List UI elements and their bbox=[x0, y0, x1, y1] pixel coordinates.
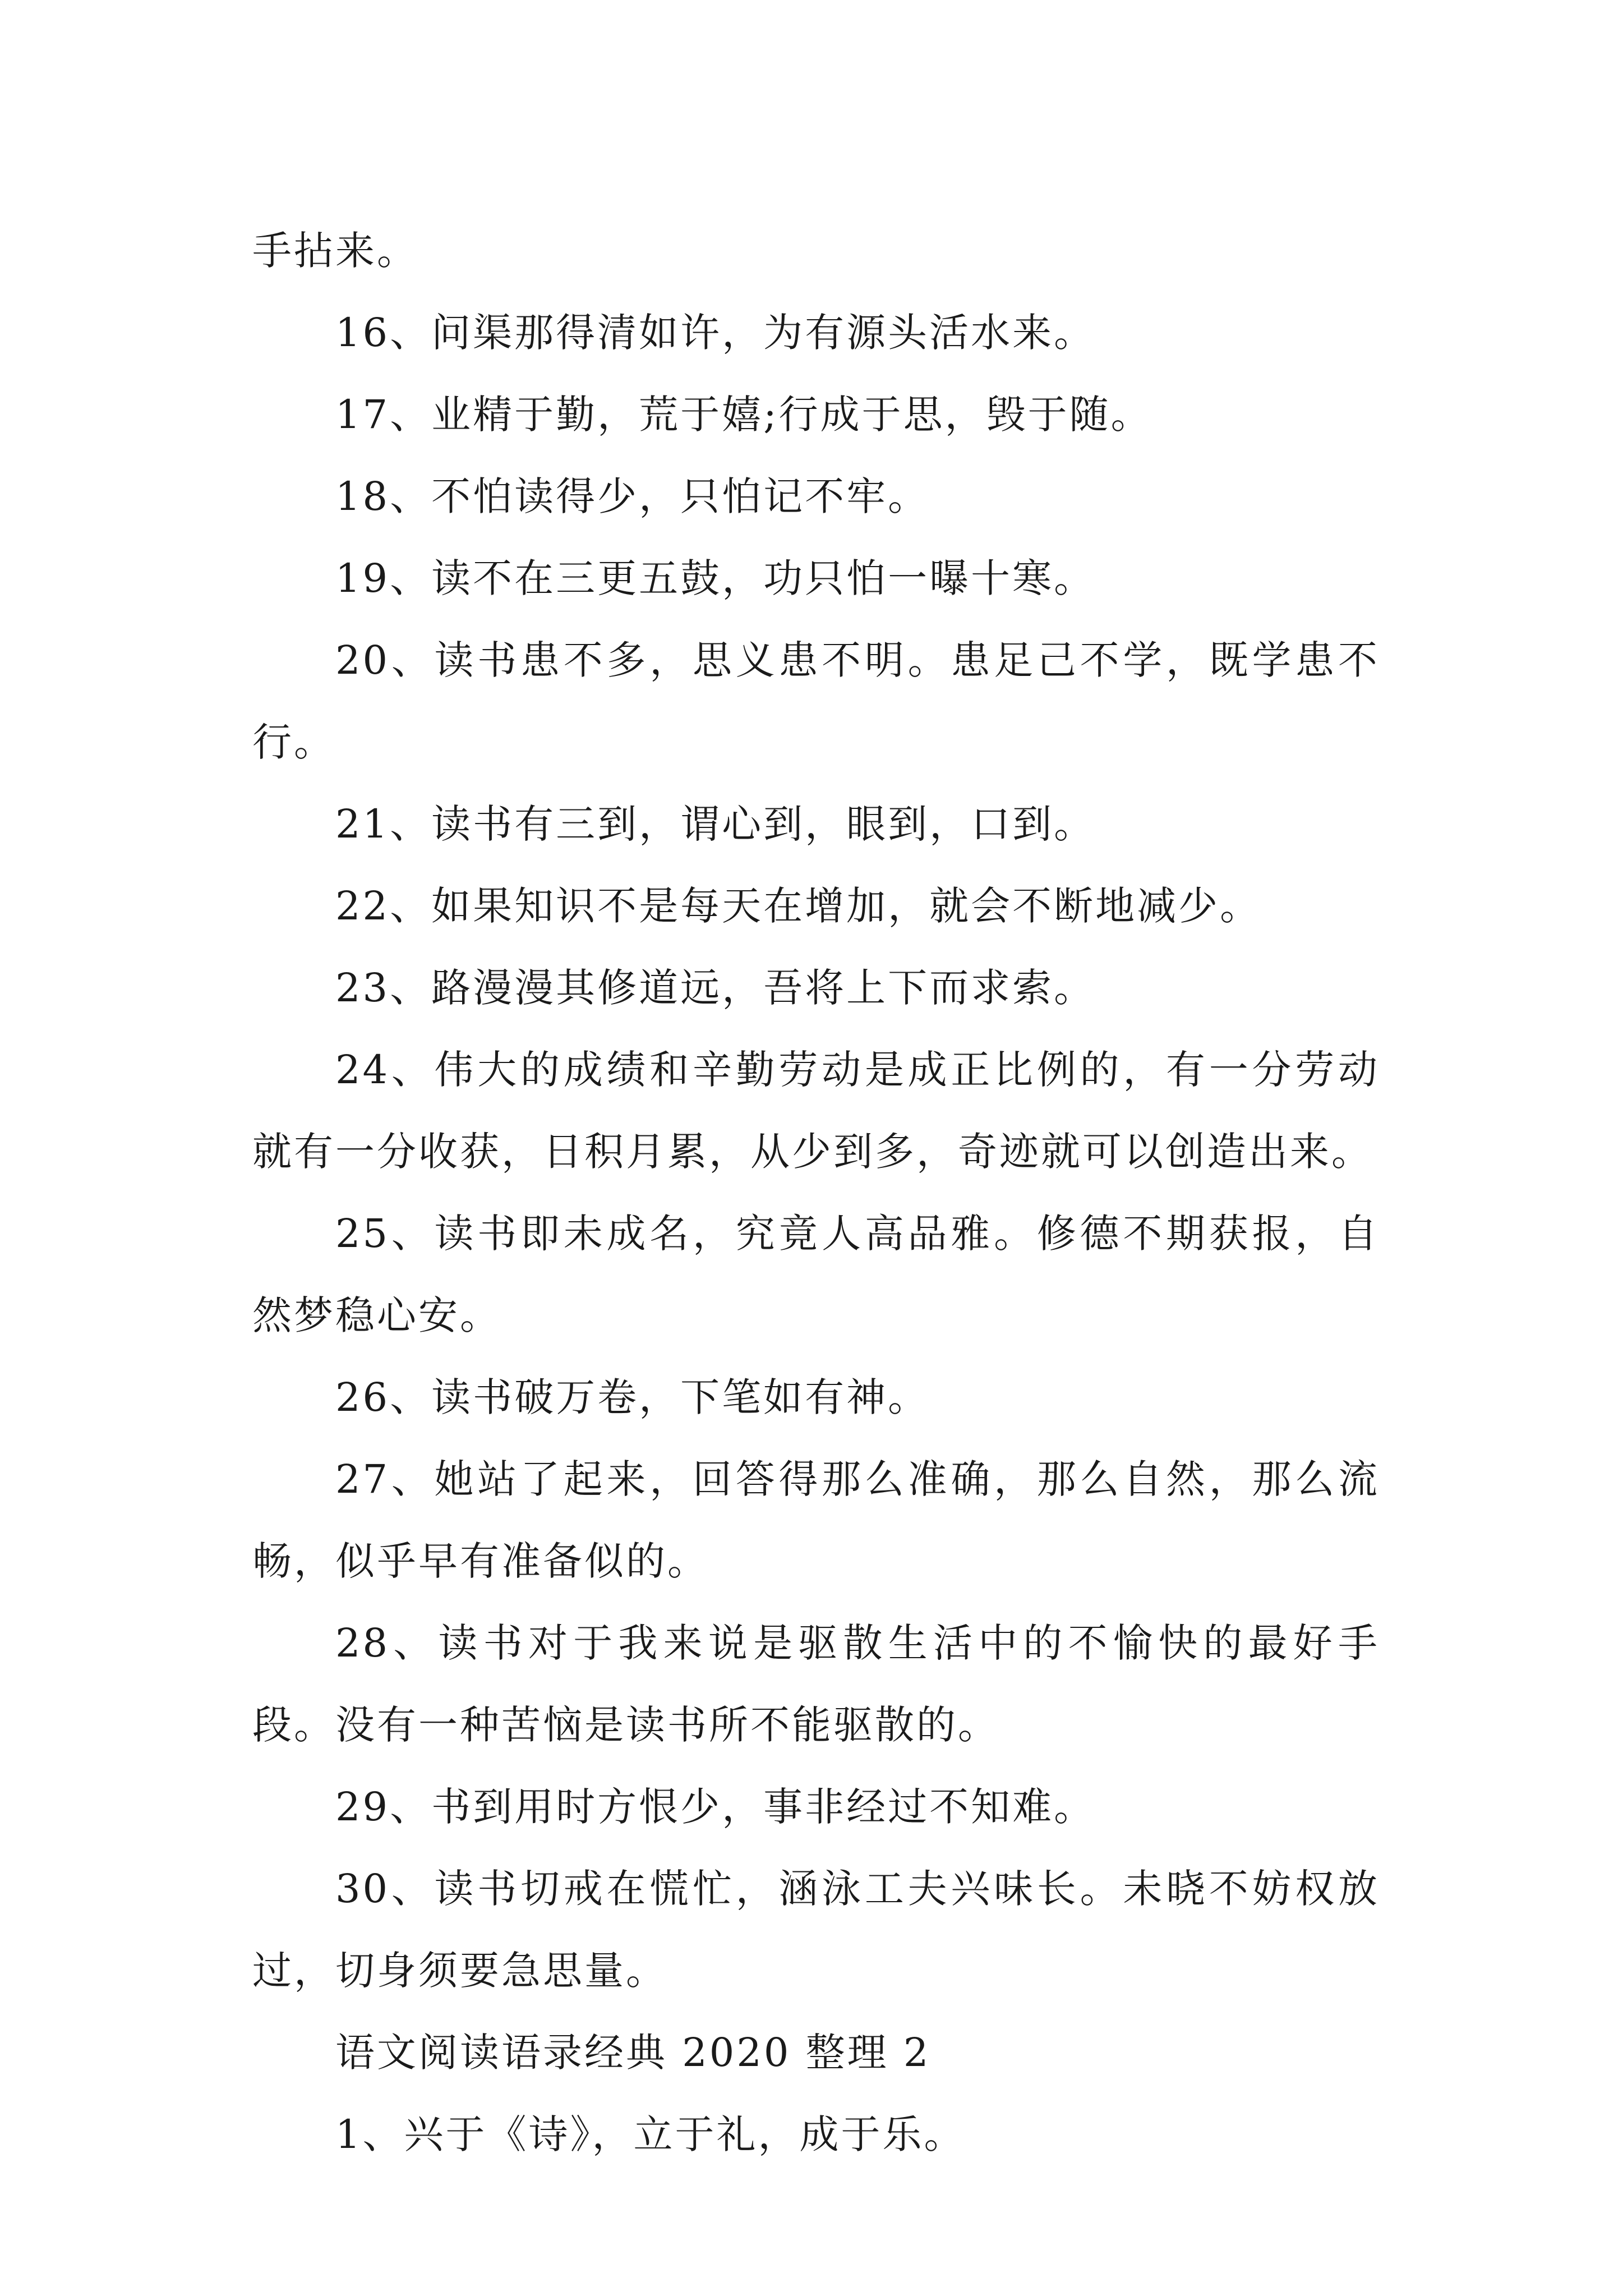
quote-26: 26、读书破万卷，下笔如有神。 bbox=[335, 1374, 930, 1420]
quote-29: 29、书到用时方恨少，事非经过不知难。 bbox=[335, 1784, 1096, 1830]
quote-21: 21、读书有三到，谓心到，眼到，口到。 bbox=[335, 801, 1096, 847]
quote-28: 28、读书对于我来说是驱散生活中的不愉快的最好手段。没有一种苦恼是读书所不能驱散的。 bbox=[252, 1620, 1380, 1748]
quote-1: 1、兴于《诗》，立于礼，成于乐。 bbox=[335, 2111, 966, 2157]
quote-24: 24、伟大的成绩和辛勤劳动是成正比例的，有一分劳动就有一分收获，日积月累，从少到多，奇迹就可以创造出来。 bbox=[252, 1047, 1380, 1175]
document-body bbox=[252, 210, 1380, 2175]
quote-30: 30、读书切戒在慌忙，涵泳工夫兴味长。未晓不妨权放过，切身须要急思量。 bbox=[252, 1866, 1380, 1994]
quote-27: 27、她站了起来，回答得那么准确，那么自然，那么流畅，似乎早有准备似的。 bbox=[252, 1456, 1380, 1584]
quote-20: 20、读书患不多，思义患不明。患足己不学，既学患不行。 bbox=[252, 637, 1380, 765]
quote-25: 25、读书即未成名，究竟人高品雅。修德不期获报，自然梦稳心安。 bbox=[252, 1211, 1380, 1338]
section-heading: 语文阅读语录经典 2020 整理 2 bbox=[335, 2030, 931, 2076]
quote-17: 17、业精于勤，荒于嬉;行成于思，毁于随。 bbox=[335, 392, 1152, 438]
paragraph-continuation: 手拈来。 bbox=[252, 228, 418, 274]
quote-18: 18、不怕读得少，只怕记不牢。 bbox=[335, 473, 930, 519]
quote-22: 22、如果知识不是每天在增加，就会不断地减少。 bbox=[335, 883, 1262, 929]
quote-16: 16、问渠那得清如许，为有源头活水来。 bbox=[335, 310, 1096, 356]
quote-19: 19、读不在三更五鼓，功只怕一曝十寒。 bbox=[335, 555, 1096, 601]
quote-23: 23、路漫漫其修道远，吾将上下而求索。 bbox=[335, 965, 1096, 1011]
